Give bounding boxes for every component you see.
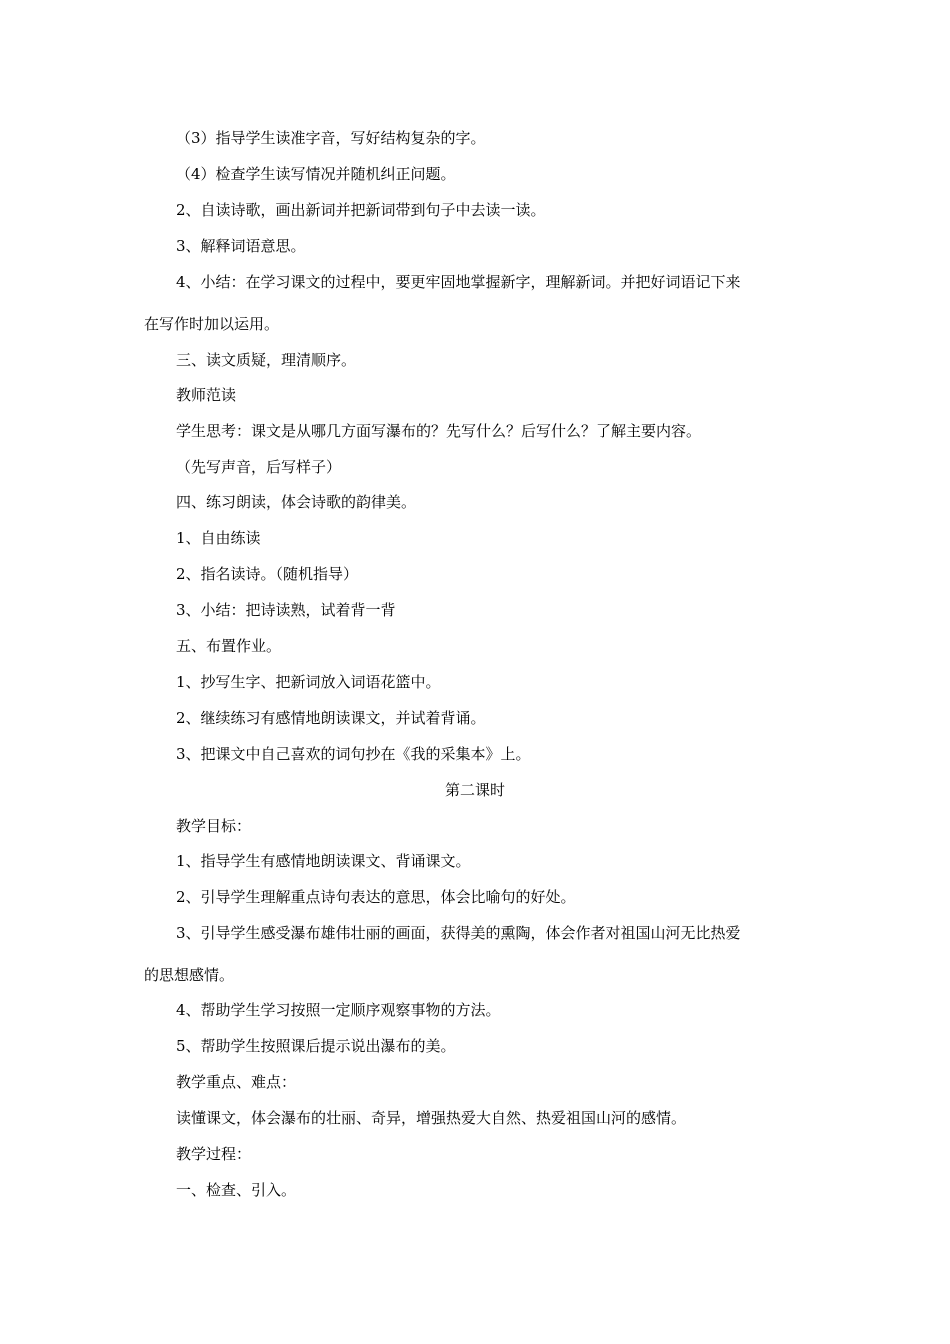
student-thinking: 学生思考：课文是从哪几方面写瀑布的？先写什么？后写什么？了解主要内容。 — [176, 422, 702, 440]
objective-2: 2、引导学生理解重点诗句表达的意思，体会比喻句的好处。 — [176, 888, 576, 906]
objective-3: 3、引导学生感受瀑布雄伟壮丽的画面，获得美的熏陶，体会作者对祖国山河无比热爱 — [176, 924, 741, 942]
step-free-reading: 1、自由练读 — [176, 529, 261, 547]
section-five-heading: 五、布置作业。 — [176, 637, 282, 655]
homework-copy: 1、抄写生字、把新词放入词语花篮中。 — [176, 673, 441, 691]
teacher-model-reading: 教师范读 — [176, 386, 237, 404]
objective-4: 4、帮助学生学习按照一定顺序观察事物的方法。 — [176, 1001, 501, 1019]
step-summary-continued: 在写作时加以运用。 — [144, 315, 280, 333]
process-heading: 教学过程： — [176, 1145, 252, 1163]
homework-collect: 3、把课文中自己喜欢的词句抄在《我的采集本》上。 — [176, 745, 531, 763]
objective-5: 5、帮助学生按照课后提示说出瀑布的美。 — [176, 1037, 456, 1055]
homework-recite: 2、继续练习有感情地朗读课文，并试着背诵。 — [176, 709, 486, 727]
process-step-one: 一、检查、引入。 — [176, 1181, 297, 1199]
section-three-heading: 三、读文质疑，理清顺序。 — [176, 351, 357, 369]
step-named-reading: 2、指名读诗。（随机指导） — [176, 565, 359, 583]
objective-3-continued: 的思想感情。 — [144, 966, 235, 984]
key-points-heading: 教学重点、难点： — [176, 1073, 297, 1091]
lesson-two-title: 第二课时 — [444, 781, 505, 799]
step-self-read-poem: 2、自读诗歌，画出新词并把新词带到句子中去读一读。 — [176, 201, 546, 219]
key-points-body: 读懂课文，体会瀑布的壮丽、奇异，增强热爱大自然、热爱祖国山河的感情。 — [176, 1109, 687, 1127]
objectives-heading: 教学目标： — [176, 817, 252, 835]
section-four-heading: 四、练习朗读，体会诗歌的韵律美。 — [176, 493, 417, 511]
thinking-answer: （先写声音，后写样子） — [176, 458, 342, 476]
step-explain-words: 3、解释词语意思。 — [176, 237, 306, 255]
step-summary: 4、小结：在学习课文的过程中，要更牢固地掌握新字，理解新词。并把好词语记下来 — [176, 273, 741, 291]
step-recite-summary: 3、小结：把诗读熟，试着背一背 — [176, 601, 396, 619]
objective-1: 1、指导学生有感情地朗读课文、背诵课文。 — [176, 852, 471, 870]
step-read-pronunciation: （3）指导学生读准字音，写好结构复杂的字。 — [176, 129, 486, 147]
step-check-reading: （4）检查学生读写情况并随机纠正问题。 — [176, 165, 456, 183]
